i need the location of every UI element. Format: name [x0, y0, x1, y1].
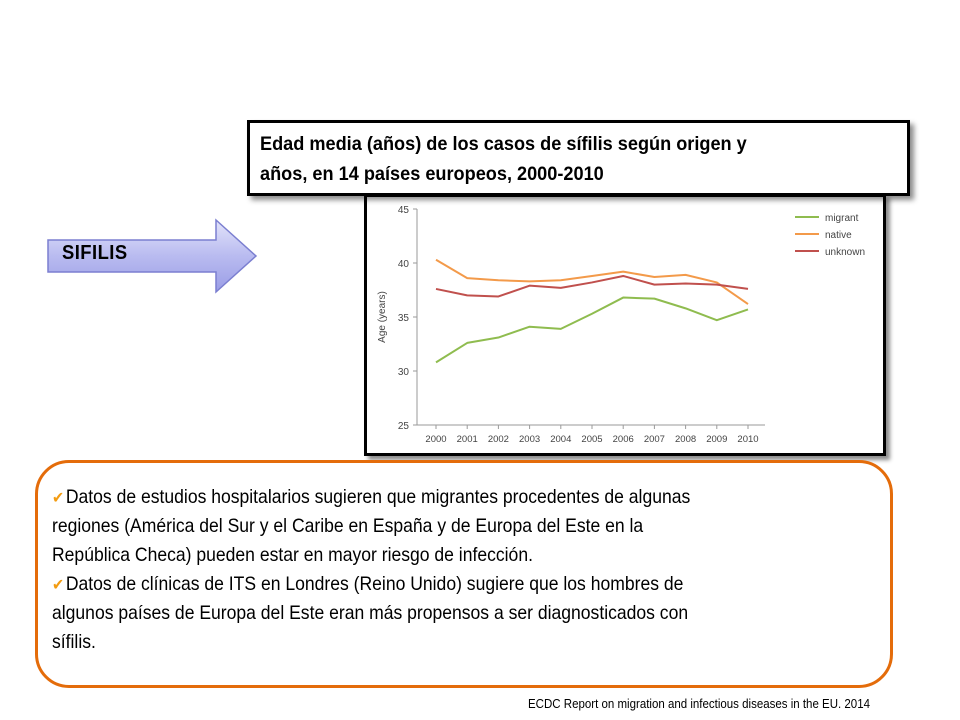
bullet-1-line-2: regiones (América del Sur y el Caribe en España y de Europa del Este en la [52, 515, 644, 537]
chart-title-line-2: años, en 14 países europeos, 2000-2010 [260, 163, 604, 185]
legend-label-native: native [825, 230, 852, 241]
bullet-1-line-1: ✔Datos de estudios hospitalarios sugieren que migrantes procedentes de algunas [52, 486, 691, 508]
x-tick-label: 2003 [519, 434, 541, 445]
x-tick-label: 2005 [581, 434, 603, 445]
source-footer: ECDC Report on migration and infectious diseases in the EU. 2014 [528, 697, 870, 711]
series-line-migrant [436, 298, 748, 363]
arrow-label: SIFILIS [62, 242, 128, 264]
y-tick-label: 25 [397, 421, 409, 432]
y-tick-label: 30 [397, 367, 409, 378]
bullet-2 [52, 570, 870, 657]
y-tick-label: 45 [397, 205, 409, 216]
x-tick-label: 2004 [550, 434, 572, 445]
legend-label-migrant: migrant [825, 213, 859, 224]
y-tick-label: 40 [397, 259, 409, 270]
chart-title-line-1: Edad media (años) de los casos de sífilis según origen y [260, 133, 747, 155]
x-tick-label: 2009 [706, 434, 728, 445]
legend-label-unknown: unknown [825, 247, 866, 258]
bullet-2-line-3: sífilis. [52, 631, 96, 653]
checkmark-icon: ✔ [52, 488, 65, 507]
x-tick-label: 2010 [737, 434, 759, 445]
chart-title-box [247, 120, 910, 196]
chart-frame [364, 194, 886, 456]
x-tick-label: 2002 [487, 434, 509, 445]
bullet-2-line-1: ✔Datos de clínicas de ITS en Londres (Reino Unido) sugiere que los hombres de [52, 573, 684, 595]
info-box [35, 460, 893, 688]
x-tick-label: 2000 [425, 434, 447, 445]
x-tick-label: 2008 [675, 434, 697, 445]
line-chart [367, 197, 883, 453]
x-tick-label: 2006 [612, 434, 634, 445]
bullet-1-line-3: República Checa) pueden estar en mayor riesgo de infección. [52, 544, 533, 566]
x-tick-label: 2007 [643, 434, 665, 445]
y-axis-label: Age (years) [377, 291, 388, 343]
bullet-2-line-2: algunos países de Europa del Este eran más propensos a ser diagnosticados con [52, 602, 689, 624]
y-tick-label: 35 [397, 313, 409, 324]
x-tick-label: 2001 [456, 434, 478, 445]
checkmark-icon: ✔ [52, 575, 65, 594]
bullet-1 [52, 483, 870, 570]
